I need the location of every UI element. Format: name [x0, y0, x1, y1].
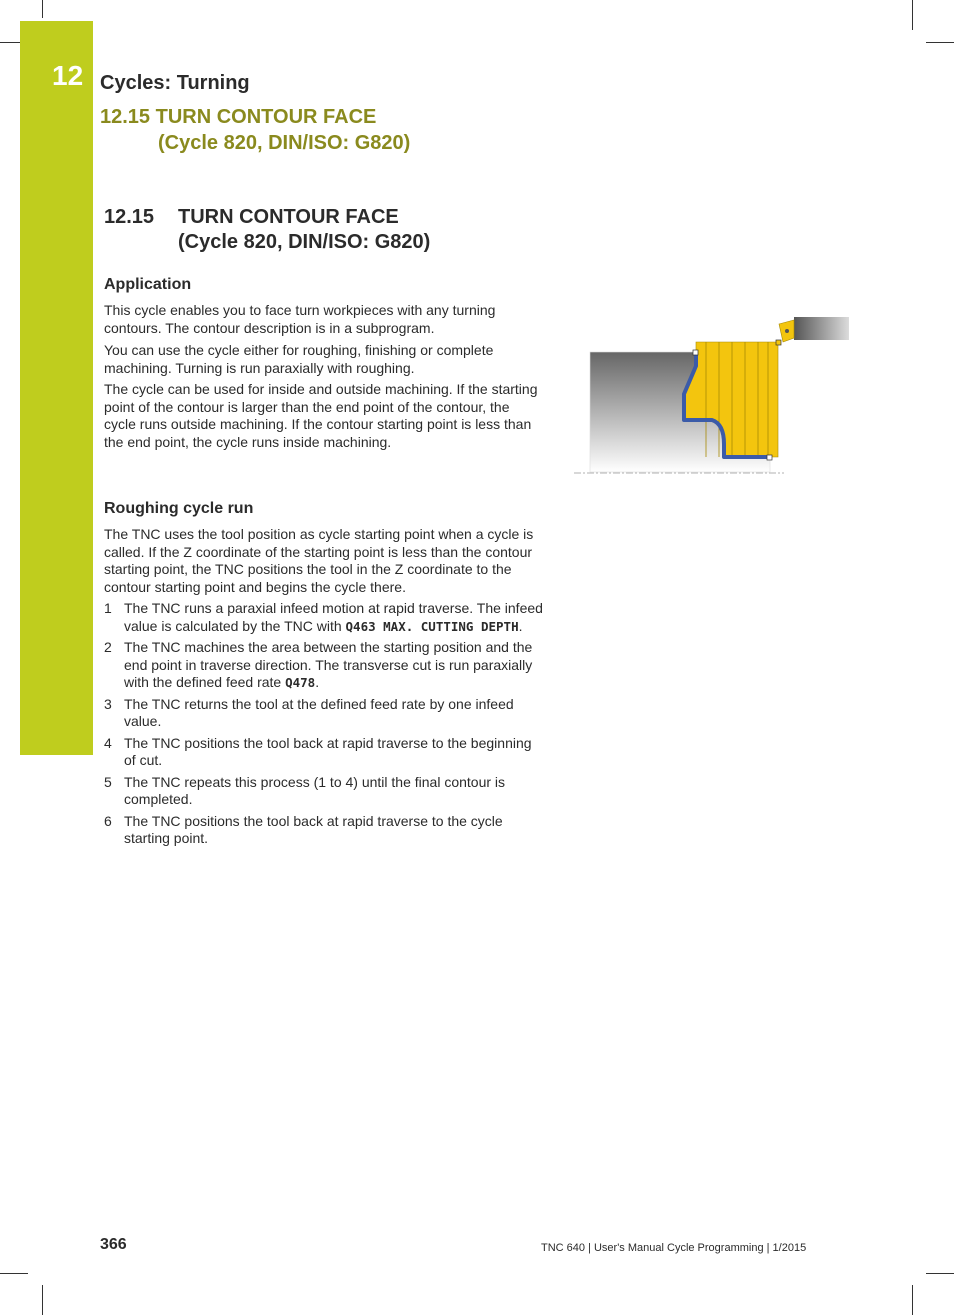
step-number: 4 [104, 734, 112, 751]
running-section-header [100, 104, 410, 156]
step-number: 3 [104, 695, 112, 712]
step-text: The TNC returns the tool at the defined feed rate by one infeed value. [124, 695, 514, 729]
page-number: 366 [100, 1236, 127, 1253]
application-heading: Application [104, 276, 192, 293]
roughing-intro: The TNC uses the tool position as cycle starting point when a cycle is called. If the Z coordinate of the starting point is less than the contour starting point, the TNC positions the tool in the Z coordinate to the contour starting point and begins the cycle there. [104, 526, 534, 595]
step-text-end: . [518, 617, 523, 634]
list-item [104, 600, 544, 635]
crop-mark [926, 42, 954, 43]
section-title-line2: (Cycle 820, DIN/ISO: G820) [178, 231, 431, 253]
section-number: 12.15 [104, 206, 155, 228]
step-text: The TNC positions the tool back at rapid traverse to the beginning of cut. [124, 734, 532, 768]
roughing-heading: Roughing cycle run [104, 500, 254, 517]
step-text: The TNC positions the tool back at rapid traverse to the cycle starting point. [124, 812, 503, 846]
crop-mark [42, 0, 43, 18]
turning-illustration-svg [572, 314, 852, 479]
application-paragraph-1: This cycle enables you to face turn workpieces with any turning contours. The contour description is in a subprogram. [104, 302, 496, 336]
footer-text: TNC 640 | User's Manual Cycle Programming | 1/2015 [541, 1242, 807, 1254]
crop-mark [912, 0, 913, 30]
chapter-title: Cycles: Turning [100, 72, 250, 94]
list-item [104, 639, 544, 692]
list-item [104, 696, 544, 731]
application-paragraph-2: You can use the cycle either for roughing, finishing or complete machining. Turning is run paraxially with roughing. [104, 342, 494, 376]
step-code: Q463 MAX. CUTTING DEPTH [345, 618, 519, 634]
crop-mark [912, 1285, 913, 1315]
list-item [104, 813, 544, 848]
step-number: 5 [104, 773, 112, 790]
step-text: The TNC runs a paraxial infeed motion at rapid traverse. The infeed value is calculated by the TNC with [124, 600, 543, 634]
running-section-line2: (Cycle 820, DIN/ISO: G820) [158, 132, 411, 154]
list-item [104, 735, 544, 770]
section-title [104, 205, 430, 255]
step-number: 1 [104, 600, 112, 616]
roughing-steps-list [104, 600, 544, 852]
turning-illustration [572, 314, 852, 484]
application-paragraph-3: The cycle can be used for inside and outside machining. If the starting point of the contour is larger than the end point of the contour, the cycle runs outside machining. If the contour starting point is less than the end point, the cycle runs inside machining. [104, 381, 538, 450]
list-item [104, 774, 544, 809]
step-number: 2 [104, 639, 112, 655]
tool-tip-point [776, 340, 781, 345]
crop-mark [42, 1285, 43, 1315]
crop-mark [926, 1273, 954, 1274]
crop-mark [0, 1273, 28, 1274]
section-title-line1: TURN CONTOUR FACE [178, 206, 399, 228]
chapter-number: 12 [52, 60, 84, 91]
tool-holder [794, 317, 849, 340]
tool-screw [785, 329, 789, 333]
running-section-line1: 12.15 TURN CONTOUR FACE [100, 106, 377, 128]
step-text: The TNC repeats this process (1 to 4) until the final contour is completed. [124, 773, 506, 807]
step-text-end: . [315, 674, 320, 690]
chapter-tab [20, 21, 93, 755]
step-text: The TNC machines the area between the starting position and the end point in traverse direction. The transverse cut is run paraxially with the defined feed rate [124, 639, 533, 690]
step-number: 6 [104, 812, 112, 829]
step-code: Q478 [285, 675, 316, 690]
crop-mark [0, 42, 20, 43]
contour-start-point [693, 350, 698, 355]
contour-end-point [767, 455, 772, 460]
